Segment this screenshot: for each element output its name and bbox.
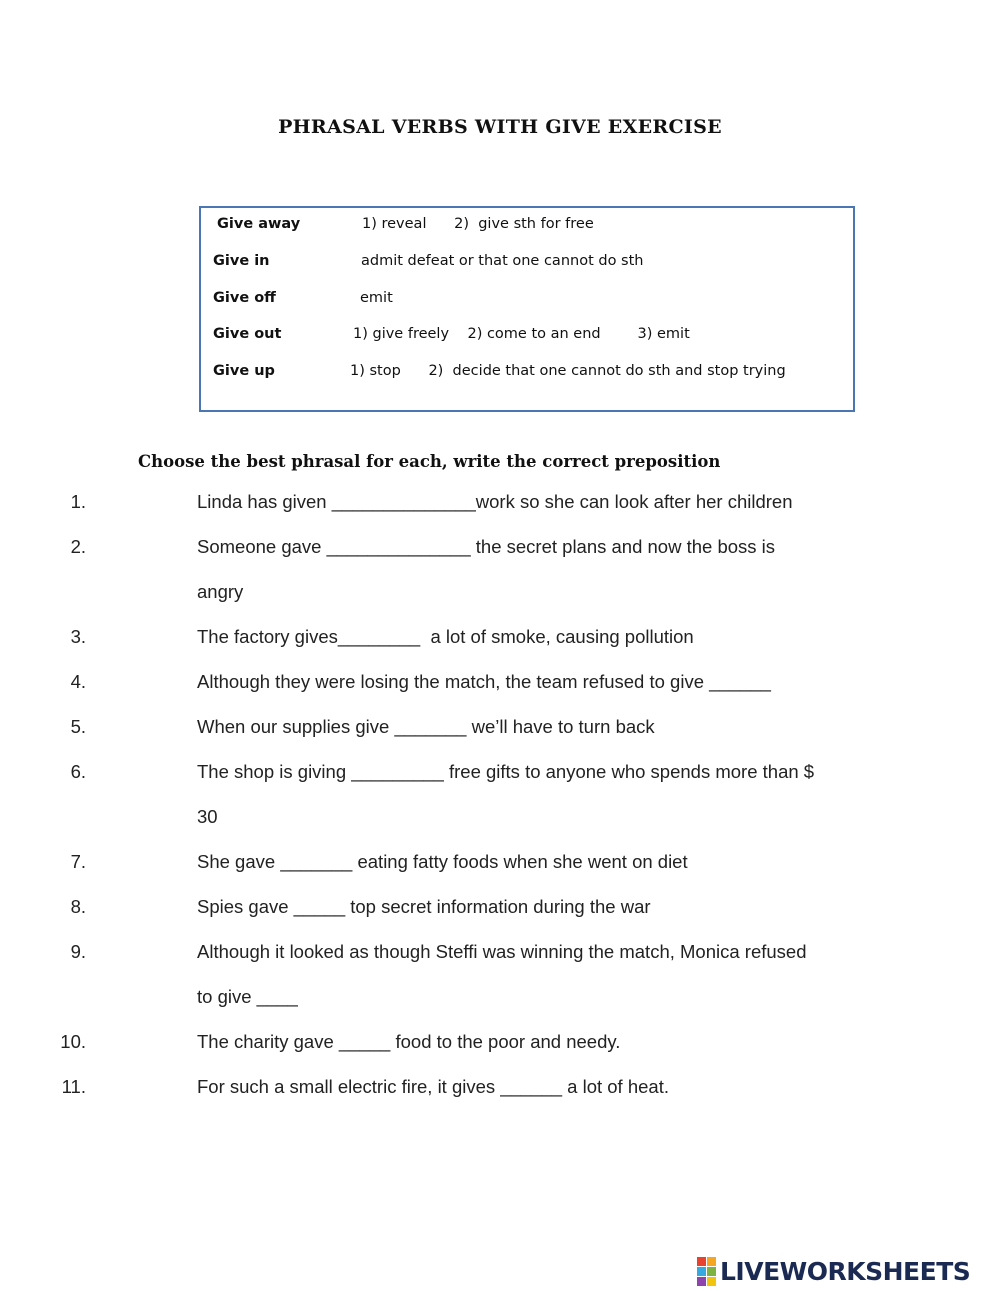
question-text: Although it looked as though Steffi was winning the match, Monica refused [197,941,807,962]
definition-row [201,363,851,385]
question-text: For such a small electric fire, it gives ______ a lot of heat. [197,1076,669,1097]
page-title: PHRASAL VERBS WITH GIVE EXERCISE [278,116,722,138]
instructions: Choose the best phrasal for each, write the correct preposition [138,452,721,471]
question-number: 2. [70,536,86,557]
question-number: 7. [70,851,86,872]
definition-meaning: 1) give freely 2) come to an end 3) emit [353,326,690,342]
question-text: The factory gives________ a lot of smoke, causing pollution [197,626,694,647]
logo-text: LIVEWORKSHEETS [720,1256,971,1286]
question-number: 9. [70,941,86,962]
question-text: Spies gave _____ top secret information during the war [197,896,651,917]
definition-row [201,290,851,312]
definition-meaning: 1) stop 2) decide that one cannot do sth and stop trying [350,363,786,379]
question-number: 1. [70,491,86,512]
question-text: Although they were losing the match, the team refused to give ______ [197,671,771,692]
question-text: When our supplies give _______ we’ll have to turn back [197,716,655,737]
definitions-box [199,206,855,412]
question-text: The charity gave _____ food to the poor and needy. [197,1031,621,1052]
question-number: 3. [70,626,86,647]
question-text: Someone gave ______________ the secret plans and now the boss is [197,536,776,557]
question-text-continued: angry [197,581,244,602]
definition-term: Give away [217,216,301,232]
definition-term: Give in [213,253,270,269]
definition-term: Give out [213,326,282,342]
question-number: 6. [70,761,86,782]
definition-term: Give off [213,290,276,306]
definition-meaning: emit [360,290,393,306]
question-text: Linda has given ______________work so she can look after her children [197,491,793,512]
question-text: The shop is giving _________ free gifts to anyone who spends more than $ [197,761,815,782]
definition-row [201,253,851,275]
definition-row [201,326,851,348]
definition-term: Give up [213,363,275,379]
question-number: 8. [70,896,86,917]
logo-blocks-icon [697,1257,716,1286]
question-number: 10. [60,1031,86,1052]
definition-row [201,216,851,238]
question-text-continued: to give ____ [197,986,298,1007]
liveworksheets-logo [697,1256,970,1286]
question-number: 4. [70,671,86,692]
definition-meaning: admit defeat or that one cannot do sth [361,253,644,269]
question-number: 11. [61,1076,86,1097]
question-number: 5. [70,716,86,737]
question-text-continued: 30 [197,806,218,827]
definition-meaning: 1) reveal 2) give sth for free [362,216,594,232]
question-text: She gave _______ eating fatty foods when she went on diet [197,851,688,872]
